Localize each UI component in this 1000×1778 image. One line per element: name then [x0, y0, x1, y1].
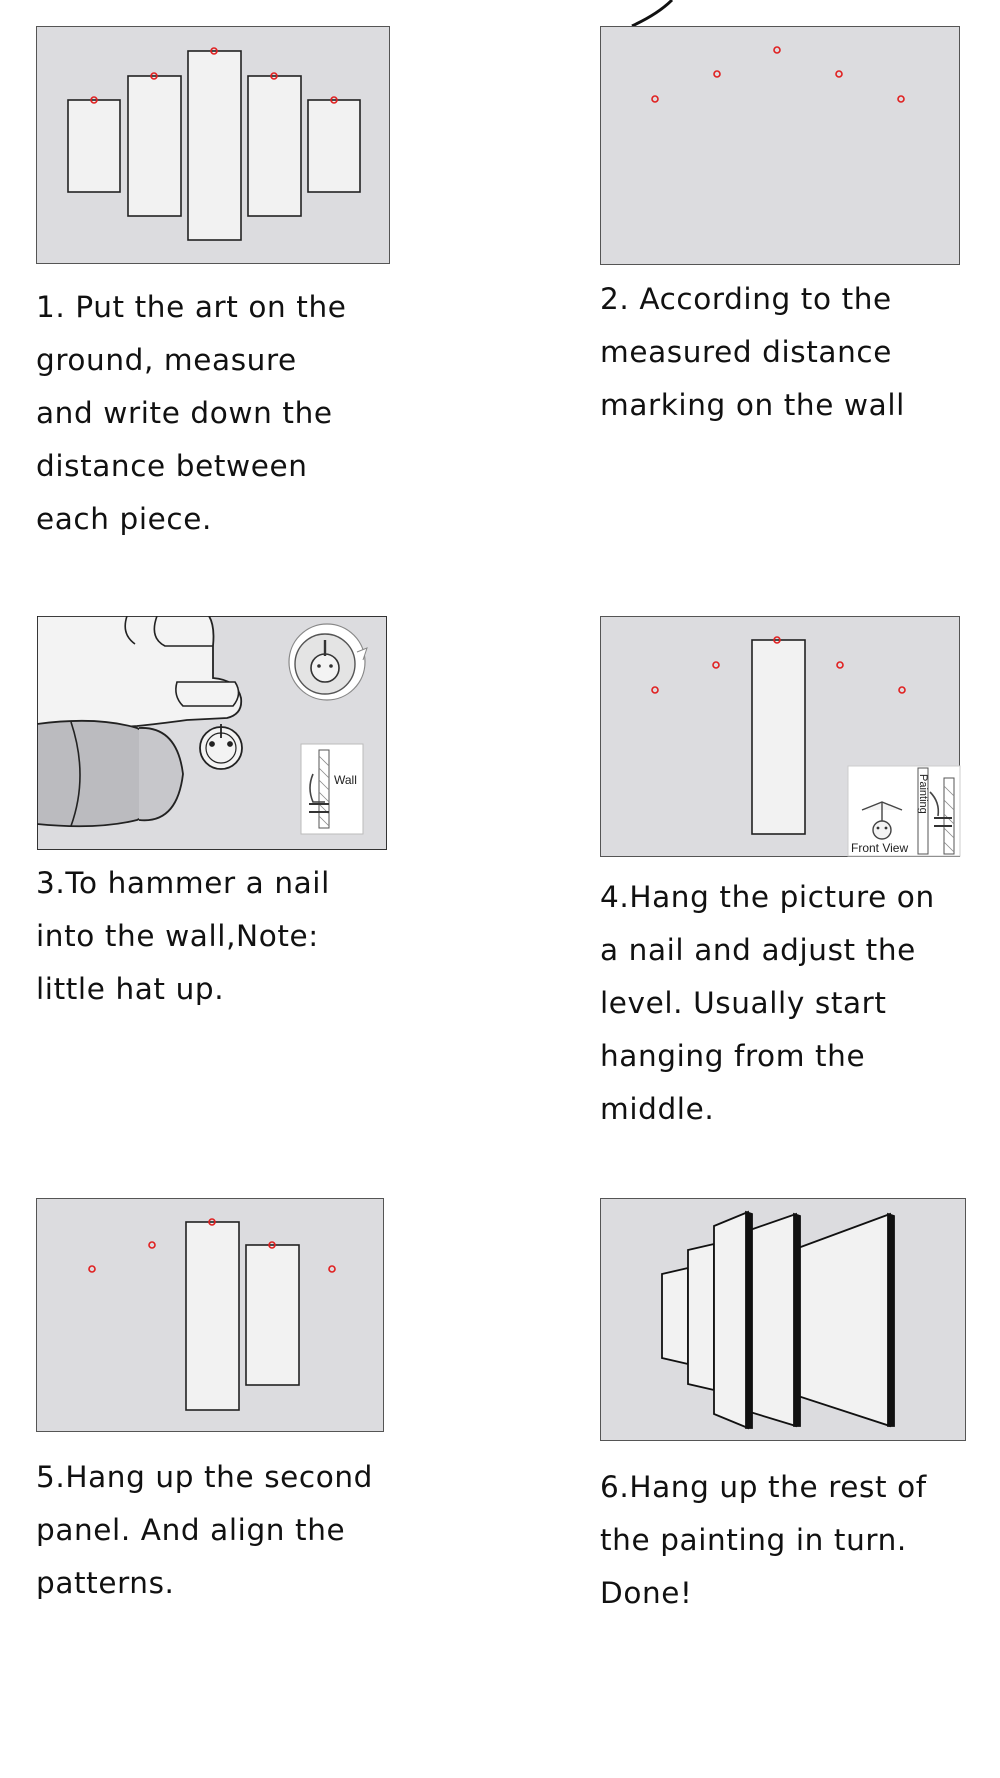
step-1-line-3: and write down the	[36, 396, 333, 430]
step-5-illustration	[36, 1198, 384, 1432]
step-1-line-4: distance between	[36, 449, 308, 483]
step-4-line-5: middle.	[600, 1092, 715, 1126]
step-5-line-3: patterns.	[36, 1566, 175, 1600]
panel-side-2	[688, 1244, 714, 1390]
panel-side-4	[750, 1214, 796, 1426]
wall-inset	[301, 744, 363, 834]
step-1-line-5: each piece.	[36, 502, 212, 536]
step-1-line-2: ground, measure	[36, 343, 297, 377]
step-4-line-3: level. Usually start	[600, 986, 887, 1020]
wall-label: Wall	[334, 773, 357, 787]
step-3-line-1: 3.To hammer a nail	[36, 866, 330, 900]
step-1-caption	[36, 281, 347, 546]
step-2-line-1: 2. According to the	[600, 282, 892, 316]
panel-side-1	[662, 1268, 688, 1364]
step-2-line-3: marking on the wall	[600, 388, 905, 422]
art-panel-5	[308, 100, 360, 192]
art-panel-3	[188, 51, 241, 240]
step-3-illustration	[37, 616, 387, 850]
step-6-line-2: the painting in turn.	[600, 1523, 907, 1557]
art-panel-1	[68, 100, 120, 192]
second-panel	[246, 1245, 299, 1385]
step-2-illustration	[600, 0, 962, 266]
fingertip	[176, 682, 239, 706]
front-view-inset	[848, 766, 960, 856]
step-6-line-1: 6.Hang up the rest of	[600, 1470, 927, 1504]
step-6-illustration	[600, 1198, 966, 1442]
step-4-illustration	[600, 616, 962, 858]
step-4-line-1: 4.Hang the picture on	[600, 880, 935, 914]
step-4-line-4: hanging from the	[600, 1039, 866, 1073]
step-1-line-1: 1. Put the art on the	[36, 290, 347, 324]
step-5-caption	[36, 1451, 373, 1610]
painting-label: Painting	[917, 774, 929, 814]
step-4-line-2: a nail and adjust the	[600, 933, 916, 967]
center-panel	[186, 1222, 239, 1410]
step-4-caption	[600, 871, 935, 1136]
step-3-line-2: into the wall,Note:	[36, 919, 319, 953]
step-6-caption	[600, 1461, 927, 1620]
step-2-line-2: measured distance	[600, 335, 892, 369]
decorative-arc	[632, 0, 672, 26]
step-5-line-1: 5.Hang up the second	[36, 1460, 374, 1494]
step-1-illustration	[36, 26, 390, 264]
step-6-line-3: Done!	[600, 1576, 693, 1610]
step-3-line-3: little hat up.	[36, 972, 225, 1006]
wall-background	[601, 27, 960, 265]
step-2-caption	[600, 273, 905, 432]
panel-side-3	[714, 1212, 748, 1428]
hand	[37, 616, 241, 732]
panel-side-5	[798, 1214, 890, 1426]
step-3-caption	[36, 857, 330, 1016]
center-panel	[752, 640, 805, 834]
art-panel-4	[248, 76, 301, 216]
front-view-label: Front View	[851, 841, 909, 855]
step-5-line-2: panel. And align the	[36, 1513, 346, 1547]
art-panel-2	[128, 76, 181, 216]
